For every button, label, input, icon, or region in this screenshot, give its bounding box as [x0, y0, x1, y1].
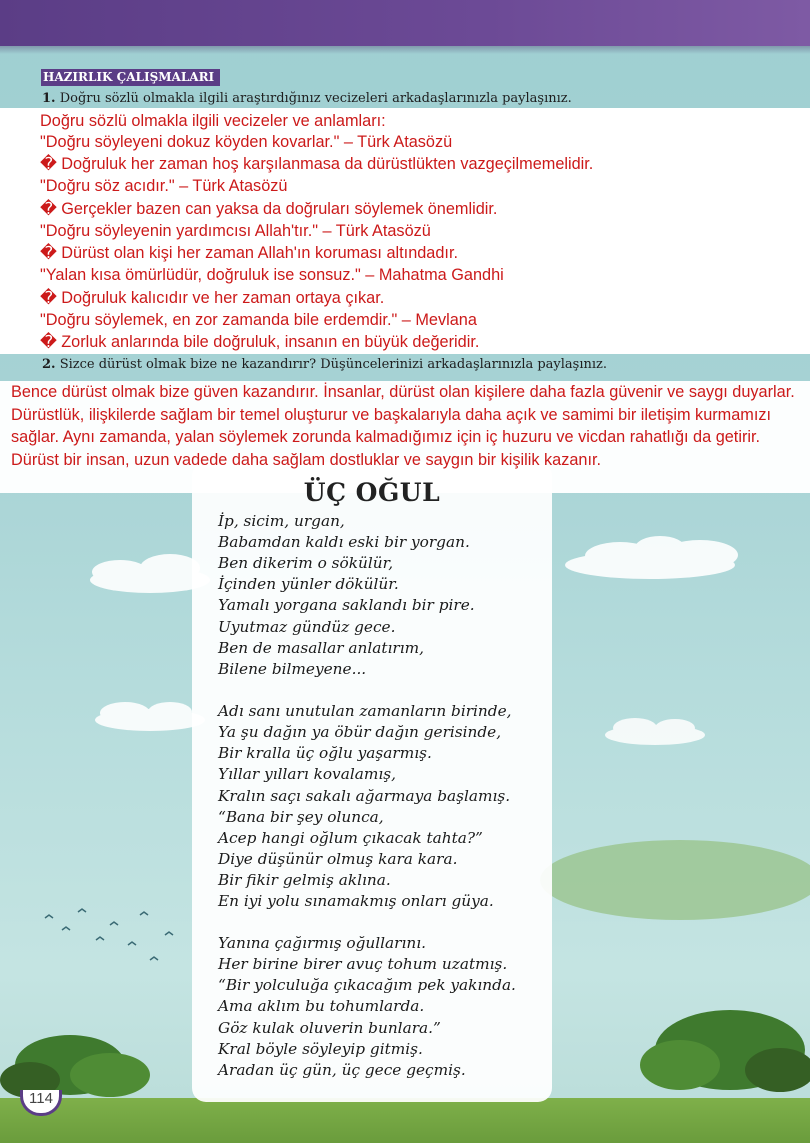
poem-line: Bir kralla üç oğlu yaşarmış.: [218, 744, 432, 762]
poem-line: Ben de masallar anlatırım,: [218, 639, 424, 657]
answer-1-line: "Doğru söyleyeni dokuz köyden kovarlar." – Türk Atasözü: [40, 133, 453, 151]
poem-line: Babamdan kaldı eski bir yorgan.: [218, 533, 470, 551]
answer-1-line: � Dürüst olan kişi her zaman Allah'ın koruması altındadır.: [40, 244, 458, 262]
question-2-number: 2.: [42, 357, 56, 372]
answer-1-line: � Zorluk anlarında bile doğruluk, insanın en büyük değeridir.: [40, 333, 480, 351]
poem-line: Acep hangi oğlum çıkacak tahta?”: [218, 829, 483, 847]
answer-1-line: Doğru sözlü olmakla ilgili vecizeler ve anlamları:: [40, 112, 386, 130]
bush-icon: [640, 1010, 810, 1092]
poem-line: Bir fikir gelmiş aklına.: [218, 871, 391, 889]
section-title: HAZIRLIK ÇALIŞMALARI: [41, 69, 220, 86]
poem-line: Yıllar yılları kovalamış,: [218, 765, 396, 783]
cloud-icon: [605, 718, 705, 745]
question-1-number: 1.: [42, 91, 56, 106]
bush-icon: [0, 1035, 150, 1098]
poem-title: ÜÇ OĞUL: [303, 478, 441, 507]
ground: [0, 1098, 810, 1143]
answer-1-line: "Doğru söylemek, en zor zamanda bile erdemdir." – Mevlana: [40, 311, 477, 329]
poem-line: İçinden yünler dökülür.: [218, 575, 399, 593]
question-1-text: Doğru sözlü olmakla ilgili araştırdığınız vecizeleri arkadaşlarınızla paylaşınız.: [59, 91, 572, 106]
poem-line: Adı sanı unutulan zamanların birinde,: [218, 702, 512, 720]
poem-line: Ama aklım bu tohumlarda.: [218, 997, 425, 1015]
answer-1-line: "Yalan kısa ömürlüdür, doğruluk ise sonsuz." – Mahatma Gandhi: [40, 266, 504, 284]
poem-line: Bilene bilmeyene...: [218, 660, 367, 678]
poem-line: Diye düşünür olmuş kara kara.: [218, 850, 458, 868]
answer-1-line: "Doğru söz acıdır." – Türk Atasözü: [40, 177, 288, 195]
cloud-icon: [565, 536, 738, 579]
poem-line: Uyutmaz gündüz gece.: [218, 618, 396, 636]
poem-line: Aradan üç gün, üç gece geçmiş.: [218, 1061, 466, 1079]
poem-line: Yanına çağırmış oğullarını.: [218, 934, 426, 952]
answer-1-line: "Doğru söyleyenin yardımcısı Allah'tır." – Türk Atasözü: [40, 222, 431, 240]
answer-1-line: � Doğruluk her zaman hoş karşılanmasa da dürüstlükten vazgeçilmemelidir.: [40, 155, 594, 173]
poem-line: Yamalı yorgana saklandı bir pire.: [218, 596, 475, 614]
poem-line: “Bir yolculuğa çıkacağım pek yakında.: [218, 976, 516, 994]
answer-1-line: � Gerçekler bazen can yaksa da doğruları söylemek önemlidir.: [40, 200, 498, 218]
cloud-icon: [95, 702, 205, 731]
poem-line: Ya şu dağın ya öbür dağın gerisinde,: [218, 723, 502, 741]
poem-line: En iyi yolu sınamakmış onları güya.: [218, 892, 494, 910]
poem-line: Ben dikerim o sökülür,: [218, 554, 394, 572]
question-2: [42, 357, 607, 372]
answer-2-text: Bence dürüst olmak bize güven kazandırır. İnsanlar, dürüst olan kişilere daha fazla güvenir ve saygı duyarlar. Dürüstlük, ilişkilerde sağlam bir temel oluşturur ve başkalarıyla daha açık ve samimi bir iletişim kurmamızı sağlar. Aynı zamanda, yalan söylemek zorunda kalmadığımız için iç huzuru ve vicdan rahatlığı da getirir. Dürüst bir insan, uzun vadede daha sağlam dostluklar ve saygın bir kişilik kazanır.: [11, 383, 795, 469]
page-number: 114: [20, 1090, 62, 1116]
poem-line: İp, sicim, urgan,: [218, 512, 345, 530]
birds-icon: [45, 909, 173, 960]
poem-line: Kral böyle söyleyip gitmiş.: [218, 1040, 423, 1058]
poem-line: “Bana bir şey olunca,: [218, 808, 384, 826]
poem-line: Her birine birer avuç tohum uzatmış.: [218, 955, 508, 973]
poem-line: Kralın saçı sakalı ağarmaya başlamış.: [218, 787, 511, 805]
poem-line: Göz kulak oluverin bunlara.”: [218, 1019, 441, 1037]
answer-1-line: � Doğruluk kalıcıdır ve her zaman ortaya çıkar.: [40, 289, 385, 307]
hill-icon: [540, 840, 810, 920]
question-2-text: Sizce dürüst olmak bize ne kazandırır? Düşüncelerinizi arkadaşlarınızla paylaşınız.: [59, 357, 608, 372]
question-1: [42, 91, 572, 106]
